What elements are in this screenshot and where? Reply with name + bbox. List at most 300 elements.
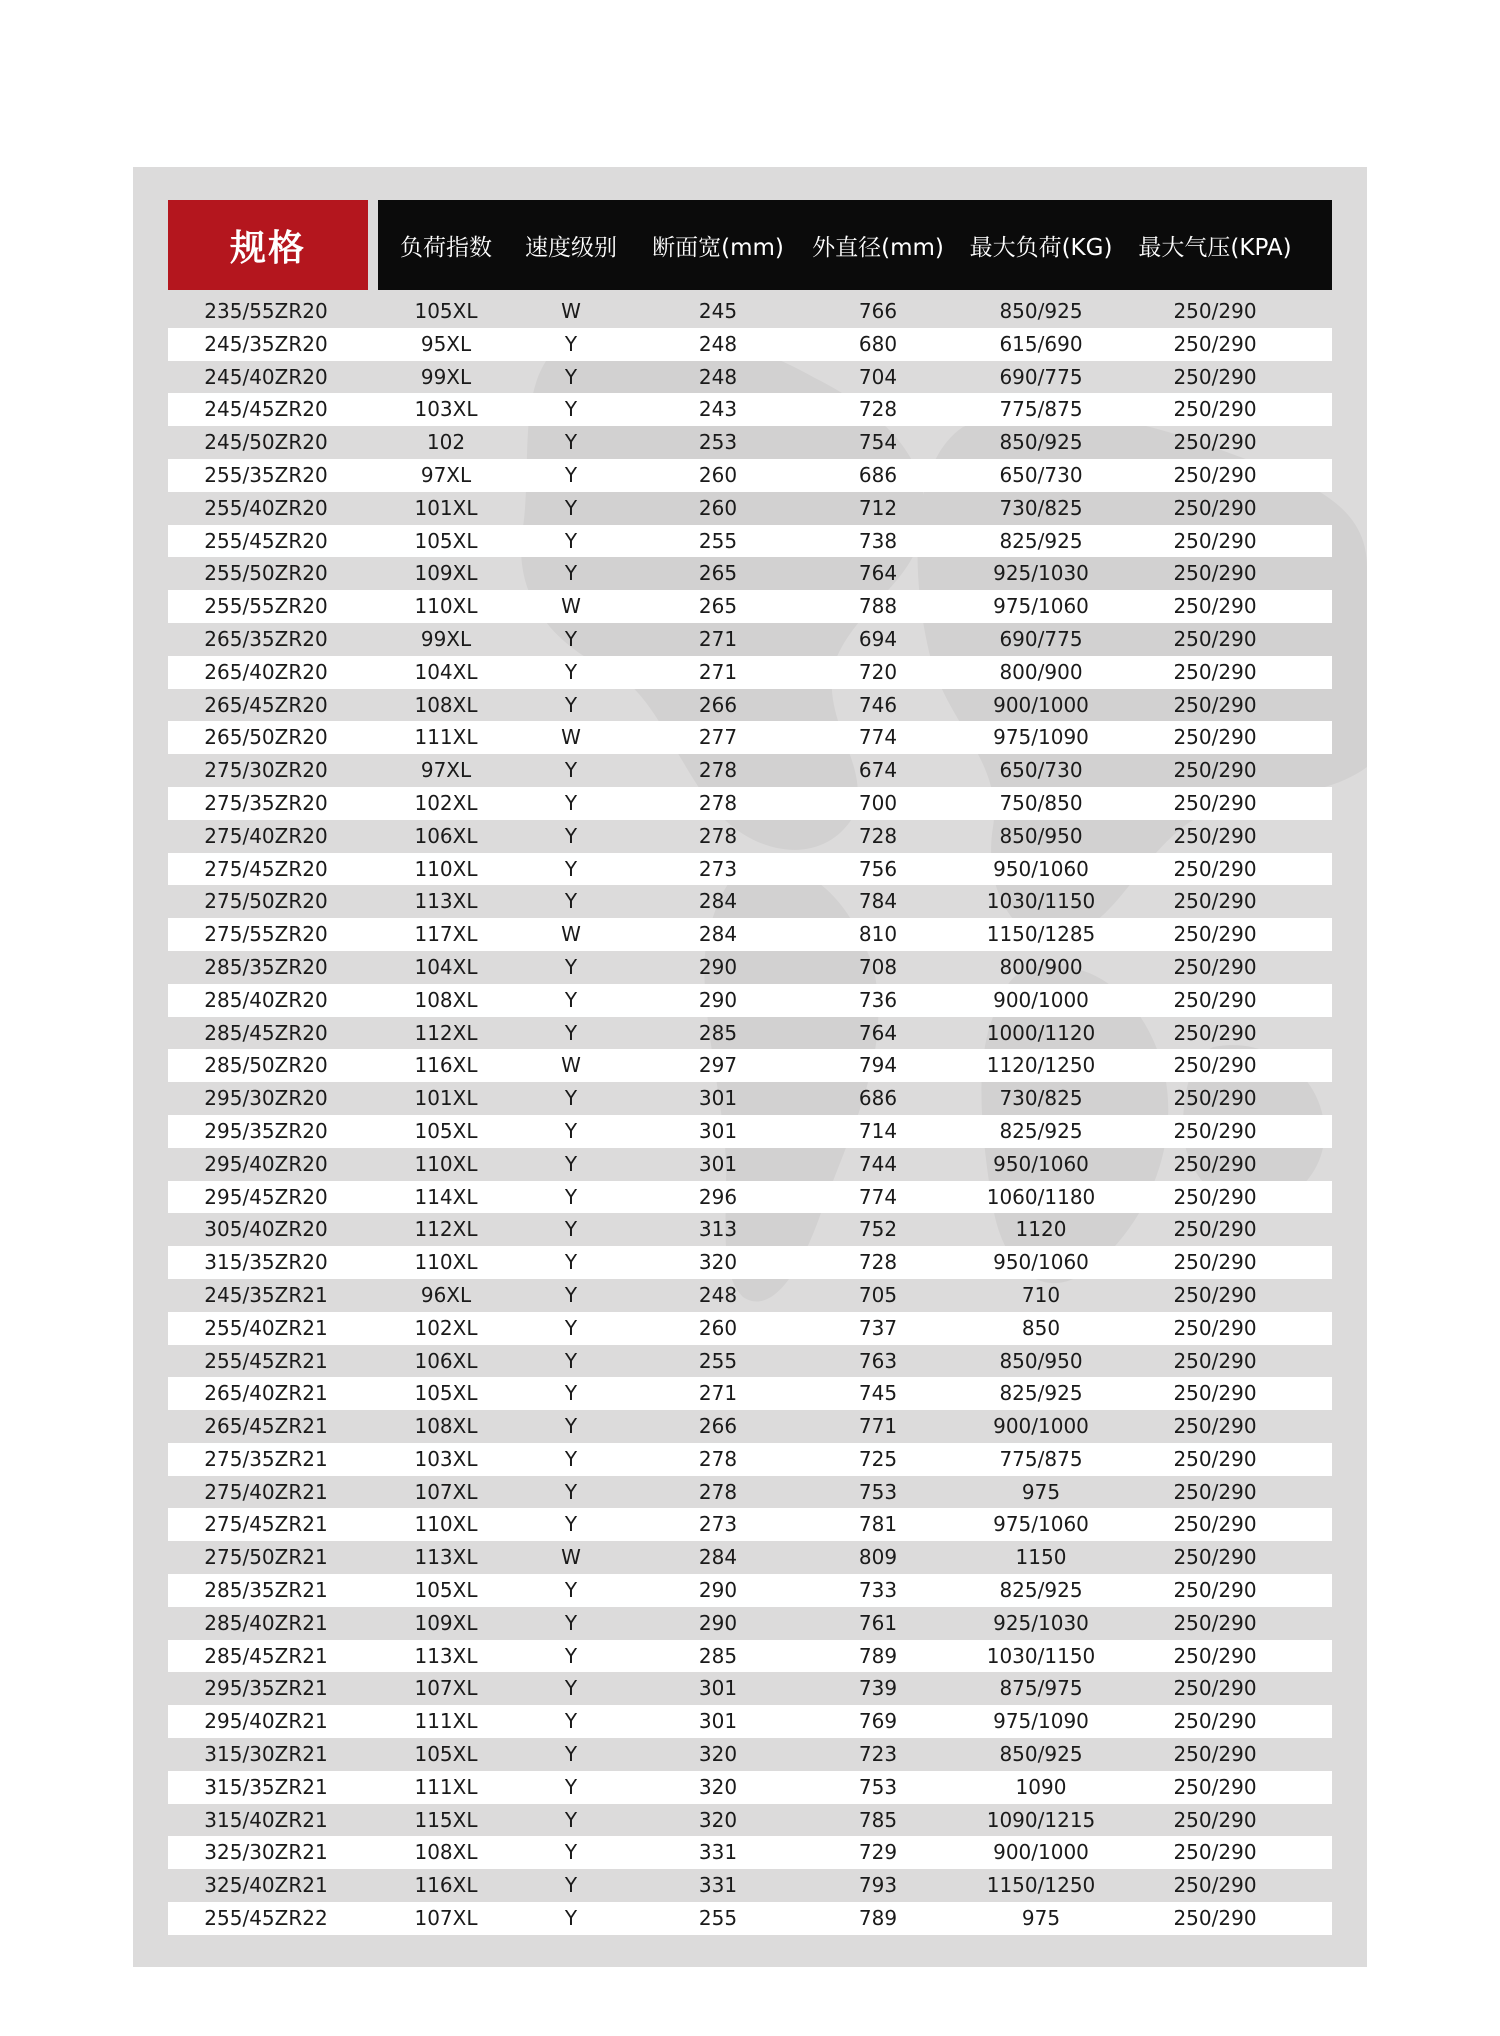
cell-section-width: 278	[698, 823, 738, 848]
cell-speed-rating: Y	[564, 987, 578, 1012]
cell-spec: 295/40ZR21	[204, 1709, 328, 1734]
cell-section-width: 284	[698, 889, 738, 914]
cell-outer-diameter: 754	[858, 430, 898, 455]
cell-max-load: 1120	[1015, 1217, 1067, 1242]
cell-max-pressure: 250/290	[1173, 1742, 1257, 1767]
cell-speed-rating: Y	[564, 889, 578, 914]
cell-load-index: 104XL	[414, 954, 478, 979]
cell-outer-diameter: 674	[858, 758, 898, 783]
cell-spec: 275/50ZR20	[204, 889, 328, 914]
cell-max-pressure: 250/290	[1173, 856, 1257, 881]
table-row	[168, 1345, 1332, 1378]
cell-max-load: 975	[1021, 1906, 1061, 1931]
cell-spec: 275/35ZR21	[204, 1446, 328, 1471]
cell-section-width: 320	[698, 1250, 738, 1275]
cell-max-load: 775/875	[999, 1446, 1083, 1471]
cell-max-load: 800/900	[999, 659, 1083, 684]
table-row	[168, 1181, 1332, 1214]
cell-speed-rating: Y	[564, 331, 578, 356]
table-row	[168, 1738, 1332, 1771]
table-row	[168, 1640, 1332, 1673]
table-row	[168, 1017, 1332, 1050]
cell-speed-rating: Y	[564, 626, 578, 651]
cell-max-load: 1090	[1015, 1774, 1067, 1799]
cell-max-load: 925/1030	[993, 1610, 1089, 1635]
cell-max-load: 900/1000	[993, 1840, 1089, 1865]
cell-max-pressure: 250/290	[1173, 1381, 1257, 1406]
cell-load-index: 105XL	[414, 1118, 478, 1143]
cell-spec: 265/45ZR21	[204, 1414, 328, 1439]
cell-max-load: 825/925	[999, 528, 1083, 553]
cell-max-load: 800/900	[999, 954, 1083, 979]
cell-max-pressure: 250/290	[1173, 364, 1257, 389]
cell-outer-diameter: 723	[858, 1742, 898, 1767]
cell-speed-rating: W	[561, 299, 581, 323]
cell-max-pressure: 250/290	[1173, 1118, 1257, 1143]
cell-speed-rating: Y	[564, 1906, 578, 1931]
cell-max-pressure: 250/290	[1173, 1545, 1257, 1570]
cell-max-load: 850/925	[999, 1742, 1083, 1767]
cell-section-width: 255	[698, 1348, 738, 1373]
table-row	[168, 885, 1332, 918]
cell-max-pressure: 250/290	[1173, 1610, 1257, 1635]
cell-load-index: 96XL	[420, 1282, 472, 1307]
cell-max-pressure: 250/290	[1173, 922, 1257, 947]
cell-section-width: 253	[698, 430, 738, 455]
cell-section-width: 301	[698, 1151, 738, 1176]
table-row	[168, 1312, 1332, 1345]
cell-speed-rating: Y	[564, 1348, 578, 1373]
cell-load-index: 114XL	[414, 1184, 478, 1209]
cell-load-index: 109XL	[414, 1610, 478, 1635]
cell-max-pressure: 250/290	[1173, 1348, 1257, 1373]
cell-section-width: 245	[698, 299, 738, 323]
cell-spec: 285/35ZR20	[204, 954, 328, 979]
table-row	[168, 754, 1332, 787]
table-row	[168, 853, 1332, 886]
cell-outer-diameter: 737	[858, 1315, 898, 1340]
cell-load-index: 102XL	[414, 1315, 478, 1340]
cell-load-index: 105XL	[414, 1578, 478, 1603]
cell-spec: 255/35ZR20	[204, 462, 328, 487]
table-row	[168, 1443, 1332, 1476]
cell-outer-diameter: 771	[858, 1414, 898, 1439]
table-row	[168, 361, 1332, 394]
cell-outer-diameter: 729	[858, 1840, 898, 1865]
cell-section-width: 284	[698, 922, 738, 947]
table-row	[168, 1049, 1332, 1082]
cell-speed-rating: Y	[564, 1512, 578, 1537]
cell-spec: 275/55ZR20	[204, 922, 328, 947]
cell-speed-rating: Y	[564, 1742, 578, 1767]
table-row	[168, 1541, 1332, 1574]
cell-max-pressure: 250/290	[1173, 430, 1257, 455]
cell-load-index: 101XL	[414, 1086, 478, 1111]
cell-load-index: 116XL	[414, 1053, 478, 1078]
table-row	[168, 1836, 1332, 1869]
table-row	[168, 820, 1332, 853]
cell-outer-diameter: 810	[858, 922, 898, 947]
cell-load-index: 97XL	[420, 758, 472, 783]
cell-section-width: 248	[698, 1282, 738, 1307]
cell-speed-rating: Y	[564, 954, 578, 979]
cell-section-width: 266	[698, 1414, 738, 1439]
cell-outer-diameter: 712	[858, 495, 898, 520]
cell-outer-diameter: 728	[858, 823, 898, 848]
cell-speed-rating: Y	[564, 1151, 578, 1176]
cell-outer-diameter: 744	[858, 1151, 898, 1176]
cell-spec: 255/45ZR20	[204, 528, 328, 553]
cell-speed-rating: W	[561, 1545, 581, 1570]
cell-max-pressure: 250/290	[1173, 1446, 1257, 1471]
header-max-load: 最大负荷(KG)	[969, 234, 1113, 261]
cell-max-pressure: 250/290	[1173, 725, 1257, 750]
cell-max-load: 850/925	[999, 299, 1083, 323]
cell-max-load: 750/850	[999, 790, 1083, 815]
cell-speed-rating: Y	[564, 1709, 578, 1734]
cell-outer-diameter: 752	[858, 1217, 898, 1242]
cell-speed-rating: Y	[564, 561, 578, 586]
cell-speed-rating: Y	[564, 1446, 578, 1471]
cell-outer-diameter: 789	[858, 1906, 898, 1931]
cell-speed-rating: Y	[564, 758, 578, 783]
cell-outer-diameter: 728	[858, 1250, 898, 1275]
cell-section-width: 265	[698, 561, 738, 586]
table-row	[168, 426, 1332, 459]
cell-section-width: 313	[698, 1217, 738, 1242]
cell-spec: 295/35ZR21	[204, 1676, 328, 1701]
cell-speed-rating: Y	[564, 1020, 578, 1045]
cell-section-width: 331	[698, 1840, 738, 1865]
cell-spec: 255/45ZR22	[204, 1906, 328, 1931]
cell-section-width: 290	[698, 1578, 738, 1603]
table-row	[168, 951, 1332, 984]
spec-table-body	[168, 295, 1332, 1935]
cell-load-index: 105XL	[414, 1381, 478, 1406]
cell-section-width: 290	[698, 954, 738, 979]
column-header-bar	[378, 200, 1332, 290]
cell-outer-diameter: 725	[858, 1446, 898, 1471]
cell-spec: 285/40ZR21	[204, 1610, 328, 1635]
cell-max-pressure: 250/290	[1173, 1282, 1257, 1307]
cell-speed-rating: Y	[564, 823, 578, 848]
cell-outer-diameter: 714	[858, 1118, 898, 1143]
table-row	[168, 295, 1332, 328]
cell-spec: 295/40ZR20	[204, 1151, 328, 1176]
cell-outer-diameter: 708	[858, 954, 898, 979]
cell-speed-rating: Y	[564, 1807, 578, 1832]
cell-max-pressure: 250/290	[1173, 1086, 1257, 1111]
cell-outer-diameter: 789	[858, 1643, 898, 1668]
cell-max-load: 730/825	[999, 1086, 1083, 1111]
cell-outer-diameter: 686	[858, 462, 898, 487]
cell-max-pressure: 250/290	[1173, 1053, 1257, 1078]
cell-max-load: 975/1090	[993, 725, 1089, 750]
cell-speed-rating: Y	[564, 1118, 578, 1143]
table-row	[168, 1705, 1332, 1738]
header-section-width: 断面宽(mm)	[652, 234, 784, 261]
cell-spec: 245/35ZR20	[204, 331, 328, 356]
cell-spec: 255/40ZR21	[204, 1315, 328, 1340]
cell-speed-rating: Y	[564, 1578, 578, 1603]
cell-speed-rating: Y	[564, 462, 578, 487]
cell-outer-diameter: 694	[858, 626, 898, 651]
cell-speed-rating: Y	[564, 1479, 578, 1504]
cell-speed-rating: Y	[564, 1610, 578, 1635]
cell-outer-diameter: 686	[858, 1086, 898, 1111]
cell-max-pressure: 250/290	[1173, 1020, 1257, 1045]
cell-load-index: 105XL	[414, 1742, 478, 1767]
cell-spec: 325/40ZR21	[204, 1873, 328, 1898]
cell-load-index: 105XL	[414, 299, 478, 323]
cell-spec: 285/45ZR21	[204, 1643, 328, 1668]
cell-load-index: 112XL	[414, 1020, 478, 1045]
table-row	[168, 689, 1332, 722]
cell-section-width: 271	[698, 1381, 738, 1406]
cell-max-load: 1030/1150	[986, 1643, 1096, 1668]
cell-section-width: 301	[698, 1676, 738, 1701]
table-row	[168, 1246, 1332, 1279]
cell-speed-rating: Y	[564, 1217, 578, 1242]
cell-spec: 275/35ZR20	[204, 790, 328, 815]
cell-speed-rating: Y	[564, 1381, 578, 1406]
cell-outer-diameter: 764	[858, 561, 898, 586]
cell-max-load: 615/690	[999, 331, 1083, 356]
cell-section-width: 278	[698, 1479, 738, 1504]
cell-section-width: 255	[698, 1906, 738, 1931]
cell-max-load: 975	[1021, 1479, 1061, 1504]
cell-max-load: 730/825	[999, 495, 1083, 520]
cell-load-index: 107XL	[414, 1479, 478, 1504]
cell-load-index: 110XL	[414, 1250, 478, 1275]
cell-spec: 275/30ZR20	[204, 758, 328, 783]
cell-outer-diameter: 728	[858, 397, 898, 422]
cell-max-pressure: 250/290	[1173, 954, 1257, 979]
cell-outer-diameter: 739	[858, 1676, 898, 1701]
cell-max-pressure: 250/290	[1173, 823, 1257, 848]
cell-max-load: 950/1060	[993, 856, 1089, 881]
cell-speed-rating: W	[561, 594, 581, 619]
cell-section-width: 320	[698, 1742, 738, 1767]
cell-speed-rating: Y	[564, 364, 578, 389]
cell-spec: 295/45ZR20	[204, 1184, 328, 1209]
cell-load-index: 104XL	[414, 659, 478, 684]
cell-spec: 305/40ZR20	[204, 1217, 328, 1242]
cell-load-index: 101XL	[414, 495, 478, 520]
cell-outer-diameter: 720	[858, 659, 898, 684]
cell-outer-diameter: 785	[858, 1807, 898, 1832]
table-row	[168, 656, 1332, 689]
cell-speed-rating: Y	[564, 1086, 578, 1111]
cell-section-width: 255	[698, 528, 738, 553]
cell-section-width: 320	[698, 1807, 738, 1832]
cell-max-load: 650/730	[999, 758, 1083, 783]
cell-max-pressure: 250/290	[1173, 397, 1257, 422]
cell-spec: 255/45ZR21	[204, 1348, 328, 1373]
cell-max-pressure: 250/290	[1173, 495, 1257, 520]
cell-outer-diameter: 736	[858, 987, 898, 1012]
cell-max-pressure: 250/290	[1173, 1676, 1257, 1701]
header-load-index: 负荷指数	[400, 234, 492, 261]
cell-load-index: 105XL	[414, 528, 478, 553]
table-row	[168, 328, 1332, 361]
cell-load-index: 116XL	[414, 1873, 478, 1898]
cell-max-load: 650/730	[999, 462, 1083, 487]
cell-max-load: 850/950	[999, 1348, 1083, 1373]
cell-outer-diameter: 745	[858, 1381, 898, 1406]
cell-outer-diameter: 794	[858, 1053, 898, 1078]
cell-speed-rating: Y	[564, 790, 578, 815]
cell-section-width: 271	[698, 659, 738, 684]
cell-load-index: 106XL	[414, 823, 478, 848]
cell-max-load: 1030/1150	[986, 889, 1096, 914]
cell-speed-rating: Y	[564, 1414, 578, 1439]
cell-spec: 265/35ZR20	[204, 626, 328, 651]
table-row	[168, 1410, 1332, 1443]
cell-speed-rating: W	[561, 1053, 581, 1078]
cell-section-width: 277	[698, 725, 738, 750]
cell-spec: 235/55ZR20	[204, 299, 328, 323]
table-row	[168, 393, 1332, 426]
cell-load-index: 111XL	[414, 725, 478, 750]
cell-max-pressure: 250/290	[1173, 1578, 1257, 1603]
cell-max-pressure: 250/290	[1173, 692, 1257, 717]
cell-speed-rating: Y	[564, 1774, 578, 1799]
cell-outer-diameter: 766	[858, 299, 898, 323]
cell-spec: 285/50ZR20	[204, 1053, 328, 1078]
cell-section-width: 260	[698, 462, 738, 487]
cell-load-index: 111XL	[414, 1774, 478, 1799]
cell-section-width: 278	[698, 1446, 738, 1471]
cell-outer-diameter: 793	[858, 1873, 898, 1898]
header-max-pressure: 最大气压(KPA)	[1138, 234, 1292, 261]
table-header	[168, 200, 1332, 290]
cell-outer-diameter: 746	[858, 692, 898, 717]
table-row	[168, 1902, 1332, 1935]
cell-load-index: 117XL	[414, 922, 478, 947]
table-row	[168, 1115, 1332, 1148]
cell-spec: 275/40ZR21	[204, 1479, 328, 1504]
cell-outer-diameter: 704	[858, 364, 898, 389]
table-row	[168, 1279, 1332, 1312]
cell-speed-rating: Y	[564, 1184, 578, 1209]
cell-speed-rating: Y	[564, 1873, 578, 1898]
cell-outer-diameter: 788	[858, 594, 898, 619]
cell-max-pressure: 250/290	[1173, 1250, 1257, 1275]
cell-load-index: 110XL	[414, 594, 478, 619]
cell-load-index: 103XL	[414, 397, 478, 422]
table-row	[168, 492, 1332, 525]
cell-speed-rating: Y	[564, 1250, 578, 1275]
cell-max-load: 850/925	[999, 430, 1083, 455]
cell-load-index: 108XL	[414, 692, 478, 717]
cell-spec: 255/40ZR20	[204, 495, 328, 520]
cell-spec: 265/50ZR20	[204, 725, 328, 750]
cell-max-load: 975/1060	[993, 594, 1089, 619]
cell-max-load: 690/775	[999, 364, 1083, 389]
cell-section-width: 278	[698, 790, 738, 815]
cell-section-width: 260	[698, 1315, 738, 1340]
cell-section-width: 248	[698, 364, 738, 389]
cell-load-index: 102XL	[414, 790, 478, 815]
cell-speed-rating: Y	[564, 659, 578, 684]
cell-max-load: 1120/1250	[986, 1053, 1096, 1078]
table-row	[168, 1771, 1332, 1804]
cell-max-pressure: 250/290	[1173, 790, 1257, 815]
table-row	[168, 787, 1332, 820]
cell-max-pressure: 250/290	[1173, 1840, 1257, 1865]
table-row	[168, 984, 1332, 1017]
cell-load-index: 115XL	[414, 1807, 478, 1832]
cell-section-width: 296	[698, 1184, 738, 1209]
cell-max-pressure: 250/290	[1173, 1709, 1257, 1734]
cell-max-pressure: 250/290	[1173, 626, 1257, 651]
cell-max-load: 900/1000	[993, 1414, 1089, 1439]
cell-load-index: 108XL	[414, 987, 478, 1012]
cell-section-width: 284	[698, 1545, 738, 1570]
cell-outer-diameter: 753	[858, 1774, 898, 1799]
cell-max-pressure: 250/290	[1173, 889, 1257, 914]
cell-section-width: 290	[698, 987, 738, 1012]
table-row	[168, 1607, 1332, 1640]
cell-section-width: 301	[698, 1118, 738, 1143]
cell-speed-rating: Y	[564, 397, 578, 422]
cell-spec: 285/40ZR20	[204, 987, 328, 1012]
cell-outer-diameter: 756	[858, 856, 898, 881]
cell-speed-rating: W	[561, 922, 581, 947]
table-row	[168, 1148, 1332, 1181]
cell-outer-diameter: 680	[858, 331, 898, 356]
cell-spec: 295/30ZR20	[204, 1086, 328, 1111]
cell-max-pressure: 250/290	[1173, 1151, 1257, 1176]
cell-outer-diameter: 774	[858, 1184, 898, 1209]
cell-outer-diameter: 809	[858, 1545, 898, 1570]
cell-max-pressure: 250/290	[1173, 659, 1257, 684]
cell-max-load: 825/925	[999, 1118, 1083, 1143]
cell-load-index: 113XL	[414, 1545, 478, 1570]
cell-max-load: 825/925	[999, 1381, 1083, 1406]
cell-outer-diameter: 761	[858, 1610, 898, 1635]
cell-load-index: 110XL	[414, 1151, 478, 1176]
table-row	[168, 590, 1332, 623]
cell-max-load: 825/925	[999, 1578, 1083, 1603]
cell-spec: 265/45ZR20	[204, 692, 328, 717]
cell-section-width: 301	[698, 1086, 738, 1111]
spec-panel	[133, 167, 1367, 1967]
cell-load-index: 109XL	[414, 561, 478, 586]
cell-speed-rating: Y	[564, 1282, 578, 1307]
table-row	[168, 557, 1332, 590]
cell-max-load: 1150/1285	[986, 922, 1096, 947]
cell-spec: 245/45ZR20	[204, 397, 328, 422]
cell-speed-rating: Y	[564, 856, 578, 881]
cell-max-pressure: 250/290	[1173, 1512, 1257, 1537]
cell-max-pressure: 250/290	[1173, 331, 1257, 356]
cell-load-index: 106XL	[414, 1348, 478, 1373]
table-row	[168, 525, 1332, 558]
cell-max-pressure: 250/290	[1173, 758, 1257, 783]
cell-max-pressure: 250/290	[1173, 1184, 1257, 1209]
cell-max-pressure: 250/290	[1173, 299, 1257, 323]
cell-speed-rating: Y	[564, 528, 578, 553]
cell-max-load: 1000/1120	[986, 1020, 1096, 1045]
cell-spec: 275/40ZR20	[204, 823, 328, 848]
cell-load-index: 113XL	[414, 889, 478, 914]
cell-max-load: 1150	[1015, 1545, 1067, 1570]
cell-max-pressure: 250/290	[1173, 1414, 1257, 1439]
table-row	[168, 1574, 1332, 1607]
cell-max-load: 1090/1215	[986, 1807, 1096, 1832]
